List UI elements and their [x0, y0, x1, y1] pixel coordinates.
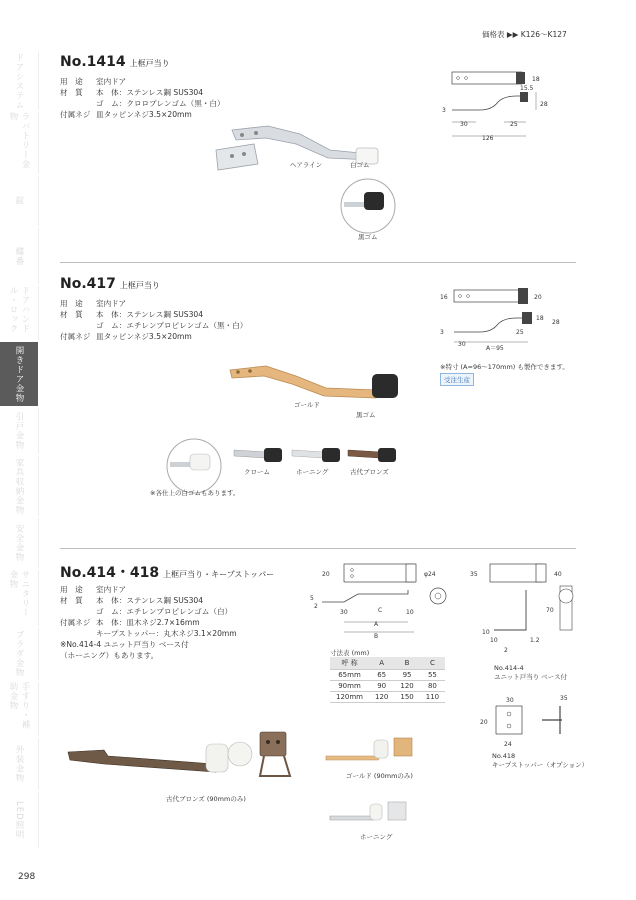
table-row: 90mm 90 120 80	[330, 681, 445, 692]
zoom-white-rubber	[164, 436, 224, 496]
sidebar-item-handle[interactable]: ドアハンドル・ロック	[0, 286, 39, 340]
sidebar-item-handrail[interactable]: 手すり・補助金物	[0, 682, 39, 736]
sidebar-item-swing-door[interactable]: 開きドア金物	[0, 342, 38, 406]
variant-honing	[290, 446, 346, 466]
note-white-rubber: ※各仕上の白ゴムもあります。	[150, 489, 240, 497]
sidebar-item-sanitary[interactable]: サニタリー金物	[0, 570, 39, 626]
svg-text:10: 10	[406, 609, 414, 616]
spec-list-1414: 用 途 室内ドア 材 質 本 体：ステンレス鋼 SUS304 ゴ ム：クロロプレンゴム（黒・白） 付属ネジ 皿タッピンネジ3.5×20mm	[60, 77, 225, 119]
drawing-414-4	[464, 556, 584, 660]
svg-text:35: 35	[560, 695, 568, 702]
product-photo-418-bronze	[256, 728, 302, 780]
svg-text:18: 18	[532, 76, 540, 83]
svg-text:25: 25	[516, 329, 524, 336]
sidebar-item-safety[interactable]: 安全金物	[0, 518, 39, 568]
svg-text:30: 30	[340, 609, 348, 616]
table-title: 寸法表 (mm)	[330, 649, 370, 657]
svg-text:C: C	[378, 607, 383, 614]
svg-text:1.2: 1.2	[530, 637, 540, 644]
divider-2	[60, 548, 576, 549]
product-name: 上框戸当り	[129, 59, 170, 68]
svg-text:28: 28	[552, 319, 560, 326]
svg-text:10: 10	[482, 629, 490, 636]
caption-black-rubber-417: 黒ゴム	[356, 411, 376, 419]
product-photo-414-gold	[318, 730, 418, 774]
caption-418: No.418 キープストッパー（オプション）	[492, 752, 589, 769]
svg-text:25: 25	[510, 121, 518, 128]
svg-text:B: B	[374, 633, 379, 640]
svg-text:A: A	[374, 621, 379, 628]
table-row: 65mm 65 95 55	[330, 670, 445, 681]
svg-text:20: 20	[322, 571, 330, 578]
svg-text:30: 30	[458, 341, 466, 348]
svg-text:3: 3	[440, 329, 444, 336]
caption-gold-90: ゴールド (90mmのみ)	[346, 772, 413, 780]
svg-text:18: 18	[536, 315, 544, 322]
table-row: 120mm 120 150 110	[330, 692, 445, 703]
caption-white-rubber: 白ゴム	[350, 161, 370, 169]
svg-text:126: 126	[482, 135, 494, 142]
sidebar-item-exterior[interactable]: 外装金物	[0, 738, 39, 790]
svg-text:5: 5	[310, 595, 314, 602]
svg-text:16: 16	[440, 294, 448, 301]
sidebar-item-led[interactable]: LED照明	[0, 792, 39, 848]
zoom-black-rubber	[338, 176, 398, 236]
svg-text:3: 3	[442, 107, 446, 114]
caption-414-4: No.414-4 ユニット戸当り ベース付	[494, 664, 567, 681]
product-number: No.1414	[60, 54, 126, 70]
product-name: 上框戸当り・キープストッパー	[163, 570, 275, 579]
sidebar-item-hinge[interactable]: 蝶番	[0, 228, 39, 284]
drawing-414	[308, 556, 458, 646]
product-name: 上框戸当り	[119, 281, 160, 290]
svg-text:20: 20	[534, 294, 542, 301]
product-photo-1414	[210, 120, 390, 180]
sidebar-item-furniture[interactable]: 家具収納金物	[0, 456, 39, 516]
dimension-table: 呼 称 A B C 65mm 65 95 55 90mm 90 120 80 120mm 120 150 110	[330, 657, 445, 703]
caption-antique-bronze: 古代ブロンズ	[350, 468, 389, 476]
sidebar-item-lavatory[interactable]: ラバトリー金物	[0, 112, 39, 174]
product-number: No.417	[60, 276, 116, 292]
product-title-417	[60, 276, 160, 292]
svg-text:24: 24	[504, 741, 512, 748]
svg-text:10: 10	[490, 637, 498, 644]
caption-black-rubber: 黒ゴム	[358, 233, 378, 241]
caption-gold: ゴールド	[294, 401, 320, 409]
product-title-1414	[60, 54, 170, 70]
product-photo-414-honing	[324, 796, 414, 832]
page-number: 298	[18, 872, 36, 882]
product-photo-414-bronze	[64, 720, 254, 790]
svg-text:A＝95: A＝95	[486, 345, 504, 352]
svg-text:2: 2	[504, 647, 508, 654]
svg-text:30: 30	[460, 121, 468, 128]
caption-antique-bronze-90: 古代ブロンズ (90mmのみ)	[166, 795, 246, 803]
product-title-414-418	[60, 562, 274, 582]
svg-text:30: 30	[506, 697, 514, 704]
variant-antique-bronze	[346, 446, 402, 466]
caption-chrome: クローム	[244, 468, 270, 476]
spec-list-414-418: 用 途 室内ドア 材 質 本 体：ステンレス鋼 SUS304 ゴ ム：エチレンプロピレンゴム（白） 付属ネジ 本 体：皿木ネジ2.7×16mm キープストッパー：丸木ネジ3.1×20mm ※No.414-4 ユニット戸当り ベース付 （ホーニング）もあります。	[60, 585, 237, 660]
svg-text:15.5: 15.5	[520, 85, 534, 92]
note-custom-size: ※特寸 (A=96〜170mm) も製作できます。	[440, 363, 569, 371]
svg-text:φ24: φ24	[424, 571, 436, 578]
svg-text:40: 40	[554, 571, 562, 578]
svg-text:20: 20	[480, 719, 488, 726]
sidebar-item-door-system[interactable]: ドアシステム	[0, 52, 39, 110]
drawing-417	[436, 284, 572, 356]
drawing-1414	[440, 66, 570, 152]
spec-list-417: 用 途 室内ドア 材 質 本 体：ステンレス鋼 SUS304 ゴ ム：エチレンプロピレンゴム（黒・白） 付属ネジ 皿タッピンネジ3.5×20mm	[60, 299, 248, 341]
sidebar-item-sliding-door[interactable]: 引戸金物	[0, 408, 39, 454]
dimension-table-block	[330, 648, 445, 703]
divider-1	[60, 262, 576, 263]
sidebar-item-lock[interactable]: 錠	[0, 176, 39, 226]
product-number: No.414・418	[60, 565, 160, 581]
svg-text:28: 28	[540, 101, 548, 108]
caption-honing: ホーニング	[296, 468, 329, 476]
caption-honing-414: ホーニング	[360, 833, 393, 841]
svg-text:35: 35	[470, 571, 478, 578]
variant-chrome	[232, 446, 288, 466]
caption-hairline: ヘアライン	[290, 161, 323, 169]
svg-text:70: 70	[546, 607, 554, 614]
badge-made-to-order: 受注生産	[440, 373, 474, 386]
svg-text:2: 2	[314, 603, 318, 610]
drawing-418	[476, 692, 576, 752]
price-reference: 価格表 ▶▶ K126〜K127	[482, 30, 567, 39]
sidebar-item-brada[interactable]: ブラダ金物	[0, 628, 39, 680]
